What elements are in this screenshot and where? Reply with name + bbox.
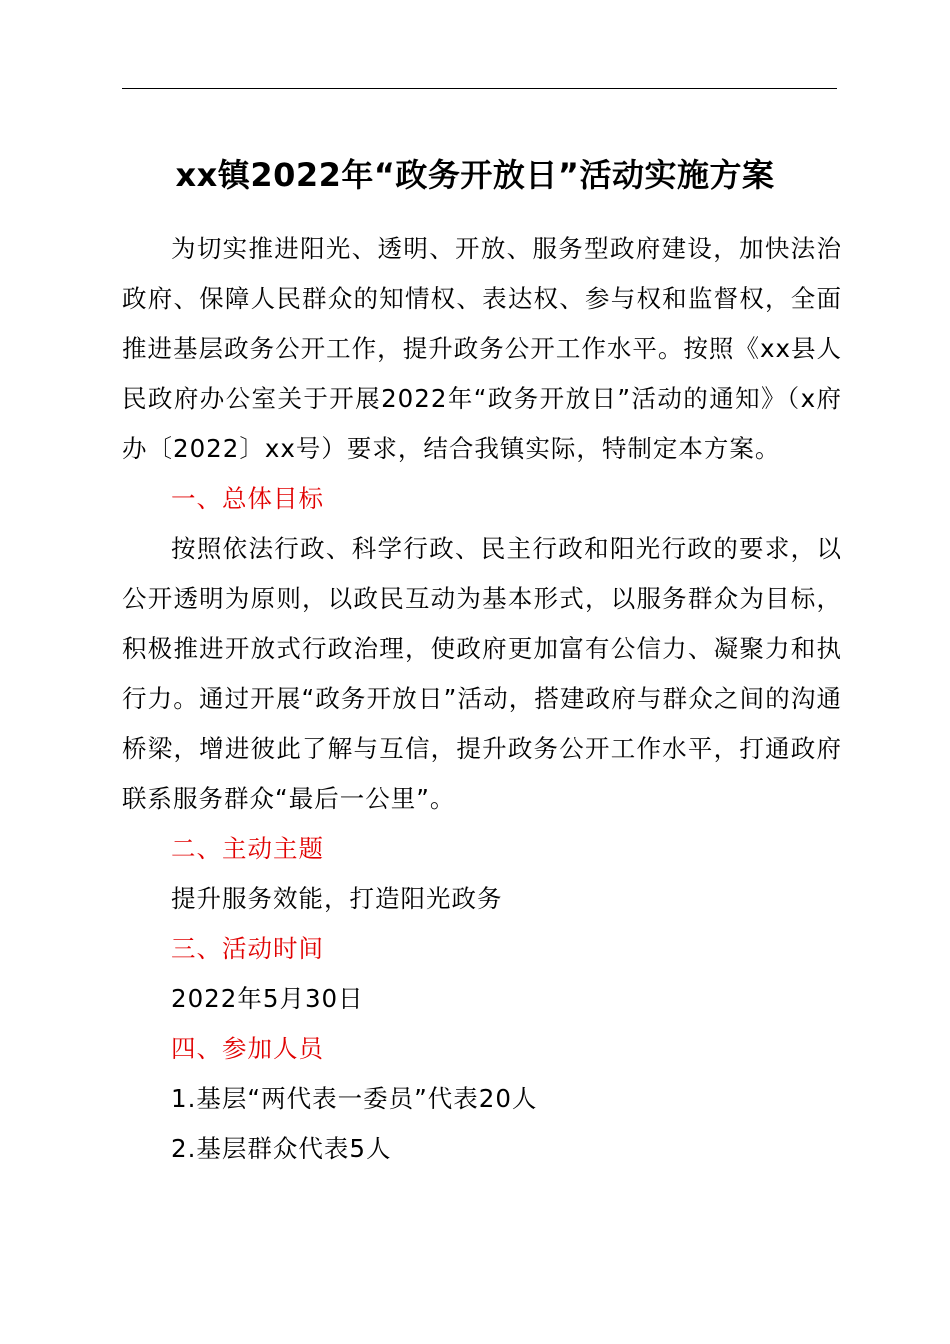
section-body-time: 2022年5月30日 xyxy=(171,984,364,1013)
section-heading-goals: 一、总体目标 xyxy=(171,484,324,513)
participant-item: 1.基层“两代表一委员”代表20人 xyxy=(171,1084,538,1113)
document-title: xx镇2022年“政务开放日”活动实施方案 xyxy=(175,156,775,194)
intro-paragraph: 为切实推进阳光、透明、开放、服务型政府建设，加快法治政府、保障人民群众的知情权、表达权、参与权和监督权，全面推进基层政务公开工作，提升政务公开工作水平。按照《xx县人民政府办公室关于开展2022年“政务开放日”活动的通知》（x府办〔2022〕xx号）要求，结合我镇实际，特制定本方案。 xyxy=(122,234,842,463)
document-body xyxy=(122,224,842,1174)
header-rule xyxy=(122,88,837,89)
section-body-goals: 按照依法行政、科学行政、民主行政和阳光行政的要求，以公开透明为原则，以政民互动为基本形式，以服务群众为目标，积极推进开放式行政治理，使政府更加富有公信力、凝聚力和执行力。通过开展“政务开放日”活动，搭建政府与群众之间的沟通桥梁，增进彼此了解与互信，提升政务公开工作水平，打通政府联系服务群众“最后一公里”。 xyxy=(122,534,842,813)
participant-item: 2.基层群众代表5人 xyxy=(171,1134,392,1163)
section-heading-participants: 四、参加人员 xyxy=(171,1034,324,1063)
section-heading-theme: 二、主动主题 xyxy=(171,834,324,863)
section-body-theme: 提升服务效能，打造阳光政务 xyxy=(171,884,503,913)
section-heading-time: 三、活动时间 xyxy=(171,934,324,963)
